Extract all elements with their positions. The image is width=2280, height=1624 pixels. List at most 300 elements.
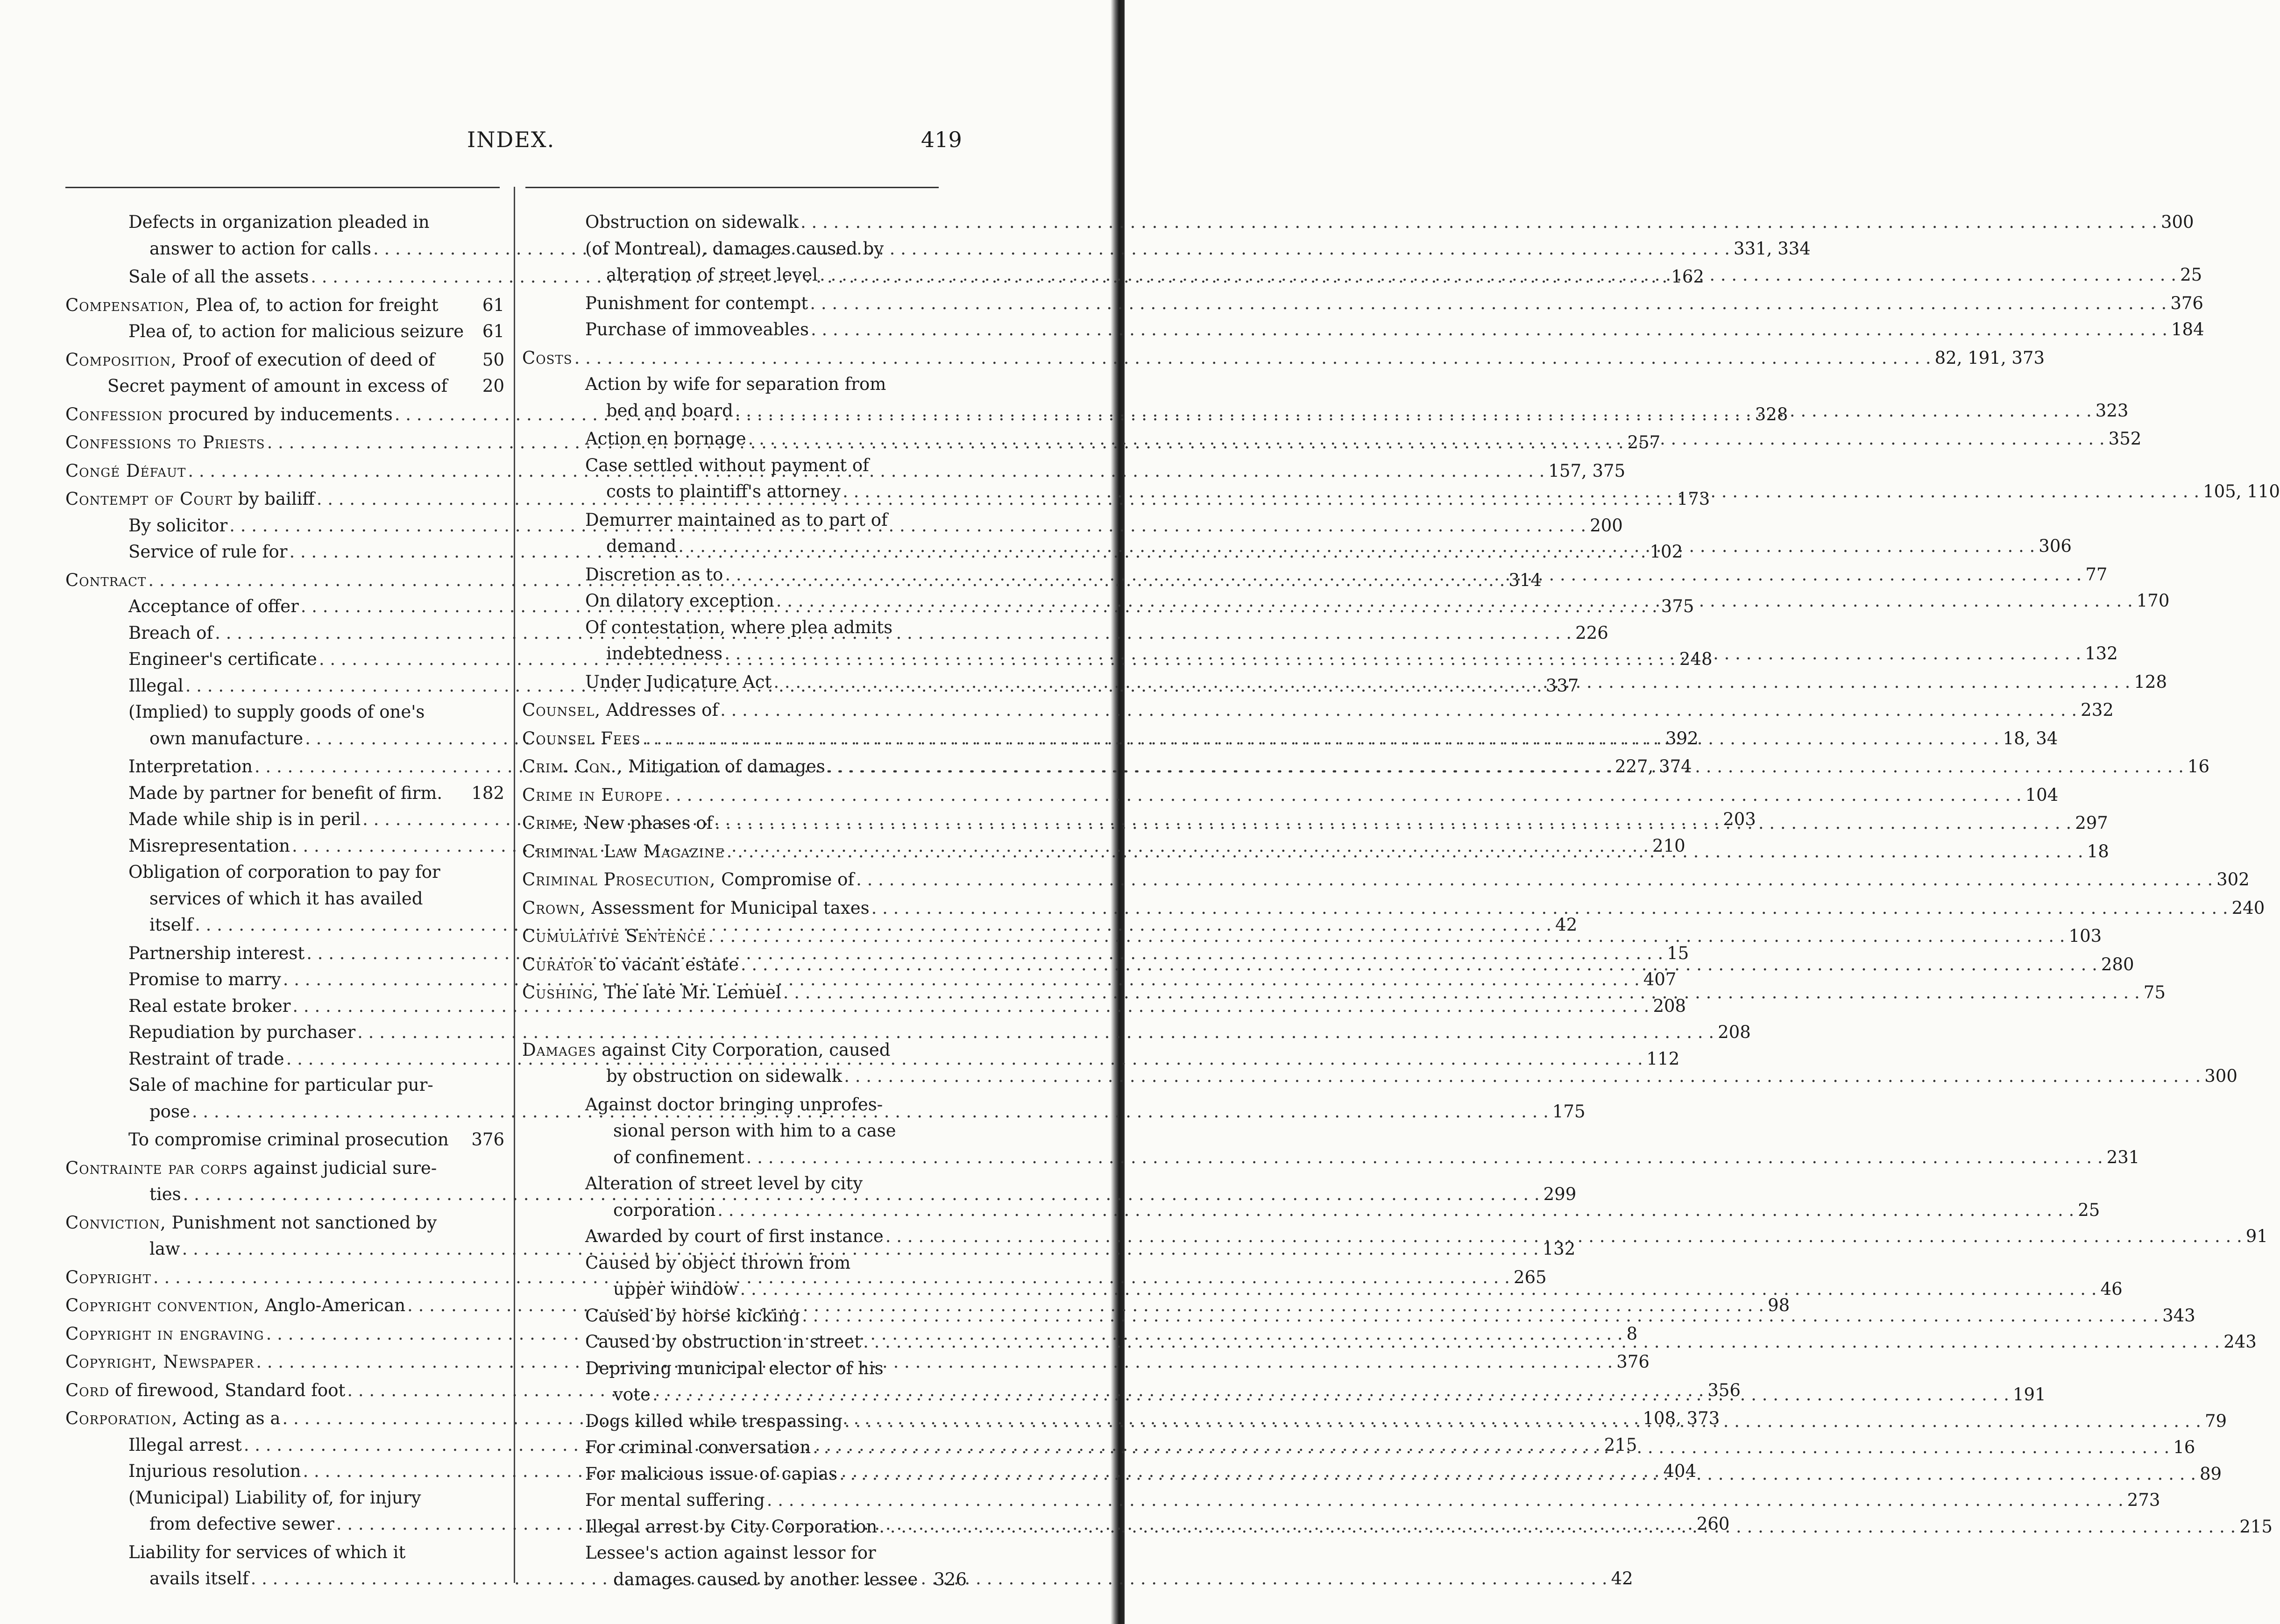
entry-page-ref: 314 — [1508, 570, 1542, 590]
entry-heading: Copyright in engraving — [65, 1323, 264, 1344]
entry-label — [128, 1046, 284, 1073]
entry-label — [585, 1487, 765, 1514]
dot-leader — [718, 697, 2079, 724]
entry-label — [149, 912, 193, 939]
index-entry — [522, 1487, 2160, 1514]
index-entry — [522, 317, 2204, 343]
entry-heading: Conviction, — [65, 1212, 166, 1233]
entry-page-ref: 102 — [1650, 542, 1683, 562]
entry-text: Compromise of — [715, 869, 855, 890]
entry-text: For malicious issue of capias — [585, 1463, 837, 1484]
entry-label — [585, 614, 892, 641]
entry-page-ref: 203 — [1723, 809, 1756, 829]
index-entry — [522, 614, 967, 641]
entry-label — [613, 1276, 738, 1303]
entry-label — [65, 1349, 254, 1376]
entry-text: Acceptance of offer — [128, 596, 299, 616]
entry-label — [522, 810, 713, 837]
entry-label — [522, 1037, 890, 1064]
index-entry — [522, 452, 967, 479]
entry-page-ref: 226 — [1575, 622, 1608, 643]
entry-heading: Congé Défaut — [65, 460, 186, 481]
entry-heading: Damages — [522, 1039, 596, 1060]
index-entry — [522, 345, 2045, 372]
entry-page-ref: 227, 374 — [1614, 756, 1692, 777]
entry-text: Alteration of street level by city — [585, 1173, 863, 1193]
entry-label — [522, 923, 707, 950]
entry-label — [585, 1092, 883, 1118]
entry-page-ref: 404 — [1663, 1461, 1697, 1481]
entry-page-ref: 328 — [1755, 404, 1788, 424]
index-entry — [522, 867, 2250, 893]
entry-text: bed and board — [606, 400, 733, 421]
entry-label — [65, 402, 393, 428]
entry-text: Action by wife for separation from — [585, 374, 886, 394]
entry-text: Demurrer maintained as to part of — [585, 509, 888, 530]
entry-page-ref: 407 — [1643, 969, 1677, 989]
entry-label — [128, 513, 227, 539]
entry-page-ref: 75 — [2143, 982, 2166, 1003]
dot-leader — [843, 1408, 2203, 1435]
entry-text: Plea of, to action for malicious seizure — [128, 321, 464, 341]
dot-leader — [825, 754, 2186, 780]
entry-page-ref: 265 — [1513, 1267, 1547, 1287]
index-entry — [522, 1567, 967, 1593]
entry-text: Purchase of immoveables — [585, 319, 809, 339]
entry-label — [128, 780, 442, 807]
index-entry — [65, 859, 504, 886]
entry-page-ref: 375 — [1661, 596, 1694, 616]
entry-label — [128, 539, 287, 565]
entry-page-ref: 331, 334 — [1734, 238, 1811, 259]
entry-text: upper window — [613, 1279, 738, 1299]
entry-label — [613, 1144, 744, 1171]
dot-leader — [870, 895, 2230, 922]
entry-page-ref: 376 — [2170, 293, 2203, 313]
index-entry — [65, 993, 1686, 1020]
entry-page-ref: 210 — [1652, 835, 1685, 856]
entry-text: pose — [149, 1101, 190, 1122]
dot-leader — [713, 810, 2073, 837]
entry-page-ref: 89 — [2200, 1463, 2222, 1484]
entry-label — [522, 895, 870, 922]
entry-heading: Crown, — [522, 897, 586, 918]
entry-page-ref: 82, 191, 373 — [1934, 347, 2045, 368]
entry-text: Assessment for Municipal taxes — [586, 897, 870, 918]
entry-heading: Curator — [522, 954, 594, 974]
entry-label — [128, 646, 317, 673]
entry-page-ref: 20 — [482, 376, 504, 396]
entry-label — [585, 1250, 850, 1277]
entry-label — [65, 486, 315, 513]
index-entry — [65, 292, 504, 319]
entry-text: Service of rule for — [128, 542, 288, 562]
entry-text: avails itself — [149, 1568, 249, 1589]
entry-page-ref: 299 — [1543, 1184, 1577, 1204]
entry-text: indebtedness — [606, 643, 723, 664]
entry-page-ref: 240 — [2231, 897, 2265, 918]
entry-label — [522, 980, 781, 1006]
dot-leader — [809, 317, 2169, 343]
entry-text: Obligation of corporation to pay for — [128, 862, 440, 882]
entry-page-ref: 91 — [2245, 1226, 2268, 1246]
entry-text: ties — [149, 1184, 181, 1204]
entry-text: procured by inducements — [163, 404, 393, 424]
entry-label — [128, 940, 304, 967]
index-entry — [522, 697, 2114, 724]
header-rule-left — [65, 187, 500, 188]
entry-label — [585, 1514, 877, 1540]
index-entry — [65, 1539, 504, 1566]
index-entry — [522, 1037, 967, 1064]
entry-text: Discretion as to — [585, 564, 723, 585]
entry-text: By solicitor — [128, 515, 228, 536]
entry-page-ref: 248 — [1679, 649, 1713, 669]
entry-heading: Contempt of Court — [65, 489, 233, 509]
entry-label — [128, 1458, 301, 1485]
entry-page-ref: 128 — [2134, 671, 2167, 692]
entry-heading: Cord — [65, 1380, 110, 1400]
index-entry — [522, 1197, 2100, 1224]
entry-page-ref: 18, 34 — [2003, 728, 2058, 748]
entry-text: Interpretation — [128, 756, 253, 777]
entry-text: against City Corporation, caused — [596, 1039, 891, 1060]
entry-text: Sale of machine for particular pur- — [128, 1075, 433, 1095]
dot-leader — [715, 1197, 2076, 1224]
dot-leader — [799, 209, 2159, 236]
entry-text: by bailiff — [233, 489, 315, 509]
entry-label — [149, 1181, 181, 1208]
entry-page-ref: 170 — [2136, 591, 2170, 611]
entry-text: For criminal conversation — [585, 1437, 811, 1457]
entry-label — [606, 479, 841, 505]
dot-leader — [725, 839, 2085, 865]
index-entry — [522, 782, 2059, 809]
index-entry — [65, 1155, 504, 1182]
dot-leader — [884, 1223, 2244, 1250]
entry-label — [522, 839, 725, 865]
entry-text: New phases of — [579, 813, 713, 833]
entry-text: Secret payment of amount in excess of — [107, 376, 448, 396]
entry-heading: Confession — [65, 404, 163, 424]
entry-page-ref: 42 — [1555, 915, 1578, 935]
entry-label — [128, 699, 425, 726]
entry-label — [585, 317, 809, 343]
entry-page-ref: 208 — [1718, 1022, 1751, 1042]
entry-heading: Contrainte par corps — [65, 1158, 248, 1178]
index-entry — [522, 895, 2265, 922]
entry-page-ref: 182 — [471, 783, 504, 803]
entry-page-ref: 273 — [2127, 1490, 2160, 1510]
entry-text: alteration of street level — [606, 265, 818, 285]
entry-label — [128, 1127, 449, 1153]
entry-page-ref: 103 — [2068, 926, 2102, 946]
entry-text: Illegal — [128, 675, 184, 696]
entry-label — [613, 1567, 918, 1593]
entry-heading: Crime, — [522, 813, 579, 833]
entry-label — [606, 398, 733, 424]
dot-leader — [707, 923, 2067, 950]
entry-label — [65, 1321, 264, 1348]
entry-text: Under Judicature Act — [585, 671, 772, 692]
entry-label — [606, 533, 676, 560]
dot-leader — [800, 1303, 2160, 1329]
entry-label — [585, 426, 746, 452]
index-entry — [522, 1092, 967, 1118]
dot-leader — [738, 1276, 2099, 1303]
entry-page-ref: 18 — [2087, 841, 2109, 861]
entry-heading: Costs — [522, 347, 573, 368]
index-entry — [522, 371, 967, 398]
entry-label — [606, 1063, 842, 1090]
index-entry — [65, 1019, 1751, 1046]
entry-label — [65, 1264, 151, 1291]
entry-page-ref: 46 — [2100, 1279, 2123, 1299]
entry-text: Caused by horse kicking — [585, 1305, 800, 1326]
entry-heading: Compensation, — [65, 295, 191, 315]
entry-page-ref: 215 — [1604, 1434, 1637, 1455]
entry-text: Made while ship is in peril — [128, 809, 361, 829]
entry-text: law — [149, 1239, 180, 1259]
entry-label — [585, 371, 886, 398]
entry-text: Illegal arrest by City Corporation — [585, 1516, 878, 1537]
entry-label — [107, 373, 447, 400]
index-entry — [65, 780, 504, 807]
dot-leader — [841, 479, 2201, 505]
dot-leader — [722, 641, 2083, 667]
entry-label — [522, 345, 573, 372]
entry-label — [585, 452, 869, 479]
entry-text: itself — [149, 915, 193, 935]
entry-heading: Counsel Fees — [522, 728, 641, 748]
index-entry — [522, 1118, 967, 1144]
entry-page-ref: 306 — [2039, 536, 2072, 556]
index-entry — [65, 209, 504, 236]
entry-text: Awarded by court of first instance — [585, 1226, 884, 1246]
entry-page-ref: 208 — [1653, 996, 1686, 1016]
entry-label — [65, 292, 439, 319]
entry-text: answer to action for calls — [149, 238, 372, 259]
entry-text: Defects in organization pleaded in — [128, 212, 430, 232]
entry-page-ref: 392 — [1665, 728, 1699, 748]
entry-page-ref: 191 — [2012, 1384, 2046, 1405]
entry-text: from defective sewer — [149, 1514, 334, 1534]
entry-text: Depriving municipal elector of his — [585, 1358, 884, 1378]
entry-text: against judicial sure- — [248, 1158, 437, 1178]
entry-text: (Municipal) Liability of, for injury — [128, 1487, 421, 1508]
entry-label — [65, 430, 265, 456]
dot-leader — [744, 1144, 2105, 1171]
entry-page-ref: 8 — [1626, 1323, 1638, 1344]
entry-label — [613, 1382, 651, 1408]
index-entry — [65, 886, 504, 912]
entry-heading: Copyright convention, — [65, 1295, 260, 1315]
dot-leader — [854, 867, 2215, 893]
entry-label — [128, 1072, 433, 1099]
dot-leader — [641, 726, 2001, 752]
dot-leader — [663, 782, 2024, 809]
entry-label — [585, 1171, 863, 1197]
index-entry — [522, 1063, 2238, 1090]
entry-page-ref: 376 — [471, 1130, 504, 1150]
index-entry — [522, 1329, 2257, 1356]
entry-heading: Copyright, Newspaper — [65, 1352, 255, 1372]
entry-text: of confinement — [613, 1147, 744, 1167]
entry-text: Real estate broker — [128, 996, 291, 1016]
entry-page-ref: 175 — [1552, 1101, 1586, 1122]
entry-label — [606, 262, 818, 289]
entry-page-ref: 16 — [2187, 756, 2210, 777]
entry-page-ref: 132 — [1542, 1239, 1576, 1259]
entry-page-ref: 42 — [1611, 1568, 1633, 1589]
index-entry — [65, 373, 504, 400]
entry-heading: Confessions to Priests — [65, 432, 265, 452]
entry-text: Repudiation by purchaser — [128, 1022, 356, 1042]
entry-label — [149, 886, 423, 912]
entry-label — [65, 1405, 280, 1432]
entry-page-ref: 243 — [2223, 1332, 2257, 1352]
entry-label — [128, 859, 440, 886]
entry-label — [585, 562, 723, 588]
entry-text: own manufacture — [149, 728, 304, 748]
entry-page-ref: 215 — [2239, 1516, 2273, 1537]
dot-leader — [573, 345, 1933, 372]
entry-label — [128, 993, 290, 1020]
entry-text: Sale of all the assets — [128, 267, 309, 287]
entry-label — [585, 209, 799, 236]
entry-text: Punishment not sanctioned by — [166, 1212, 437, 1233]
entry-text: Restraint of trade — [128, 1048, 284, 1069]
dot-leader — [651, 1382, 2011, 1408]
dot-leader — [723, 562, 2083, 588]
dot-leader — [733, 398, 2094, 424]
entry-text: Illegal arrest — [128, 1434, 242, 1455]
index-entry — [522, 507, 967, 534]
entry-text: Plea of, to action for freight — [190, 295, 439, 315]
entry-page-ref: 61 — [482, 321, 504, 341]
entry-text: (Implied) to supply goods of one's — [128, 702, 425, 722]
entry-page-ref: 16 — [2173, 1437, 2195, 1457]
index-entry — [522, 1356, 967, 1382]
entry-text: (of Montreal), damages caused by — [585, 238, 884, 259]
entry-page-ref: 104 — [2025, 784, 2059, 805]
entry-page-ref: 260 — [1696, 1514, 1730, 1534]
entry-label — [128, 318, 464, 345]
dot-leader — [818, 262, 2178, 289]
entry-heading: Contract — [65, 570, 147, 590]
entry-label — [522, 697, 718, 724]
entry-label — [585, 236, 884, 262]
dot-leader — [746, 426, 2107, 452]
index-entry — [65, 1072, 504, 1099]
entry-page-ref: 300 — [2204, 1066, 2238, 1086]
entry-label — [65, 458, 186, 485]
index-entry — [65, 318, 504, 345]
entry-text: Of contestation, where plea admits — [585, 617, 893, 637]
entry-label — [149, 726, 303, 752]
entry-text: to vacant estate — [593, 954, 739, 974]
index-entry — [522, 290, 2203, 317]
entry-page-ref: 232 — [2081, 700, 2114, 720]
entry-label — [585, 669, 772, 696]
entry-page-ref: 61 — [482, 295, 504, 315]
entry-text: The late Mr. Lemuel — [599, 982, 781, 1003]
entry-label — [65, 1292, 405, 1319]
entry-label — [522, 952, 739, 978]
entry-page-ref: 376 — [1616, 1352, 1650, 1372]
entry-label — [522, 782, 663, 809]
entry-label — [585, 1461, 837, 1488]
entry-text: Mitigation of damages — [623, 756, 825, 777]
entry-label — [128, 673, 184, 699]
entry-text: Caused by obstruction in street — [585, 1332, 862, 1352]
entry-page-ref: 77 — [2085, 564, 2108, 585]
entry-page-ref: 50 — [482, 349, 504, 370]
entry-page-ref: 79 — [2205, 1411, 2227, 1431]
entry-page-ref: 200 — [1590, 515, 1623, 536]
entry-label — [149, 1511, 334, 1538]
dot-leader — [877, 1514, 2238, 1540]
entry-label — [522, 867, 854, 893]
entry-page-ref: 257 — [1627, 432, 1661, 452]
entry-label — [613, 1118, 896, 1144]
entry-text: Proof of execution of deed of — [177, 349, 435, 370]
entry-heading: Cumulative Sentence — [522, 926, 707, 946]
entry-label — [522, 754, 825, 780]
entry-page-ref: 184 — [2171, 319, 2204, 339]
entry-page-ref: 98 — [1768, 1295, 1790, 1315]
entry-page-ref: 173 — [1677, 489, 1710, 509]
entry-label — [128, 833, 290, 860]
entry-text: To compromise criminal prosecution — [128, 1130, 449, 1150]
entry-heading: Cushing, — [522, 982, 599, 1003]
entry-label — [128, 264, 309, 290]
entry-text: Liability for services of which it — [128, 1542, 406, 1562]
entry-heading: Criminal Law Magazine — [522, 841, 725, 861]
entry-label — [65, 347, 435, 374]
entry-label — [585, 1356, 884, 1382]
entry-text: Lessee's action against lessor for — [585, 1543, 876, 1563]
entry-label — [585, 507, 888, 534]
entry-text: Against doctor bringing unprofes- — [585, 1094, 883, 1115]
entry-page-ref: 25 — [2078, 1200, 2100, 1220]
entry-text: Punishment for contempt — [585, 293, 808, 313]
dot-leader — [772, 669, 2132, 696]
entry-label — [65, 567, 146, 594]
entry-label — [65, 1210, 437, 1236]
entry-label — [585, 1329, 861, 1356]
entry-label — [585, 290, 808, 317]
index-entry — [65, 1485, 504, 1511]
entry-text: For mental suffering — [585, 1490, 765, 1510]
entry-label — [585, 588, 774, 614]
index-entry — [65, 699, 504, 726]
entry-text: vote — [613, 1384, 651, 1405]
entry-text: Partnership interest — [128, 943, 305, 963]
entry-text: Dogs killed while trespassing — [585, 1411, 843, 1431]
dot-leader — [676, 533, 2037, 560]
entry-label — [149, 1236, 180, 1263]
page-title: INDEX. — [467, 127, 555, 152]
entry-page-ref: 157, 375 — [1548, 460, 1626, 481]
entry-page-ref: 326 — [934, 1569, 967, 1589]
entry-page-ref: 343 — [2162, 1305, 2195, 1326]
entry-text: Anglo-American — [259, 1295, 406, 1315]
dot-leader — [739, 952, 2099, 978]
entry-text: sional person with him to a case — [613, 1121, 896, 1141]
index-entry — [522, 236, 967, 262]
entry-page-ref: 356 — [1707, 1380, 1741, 1400]
